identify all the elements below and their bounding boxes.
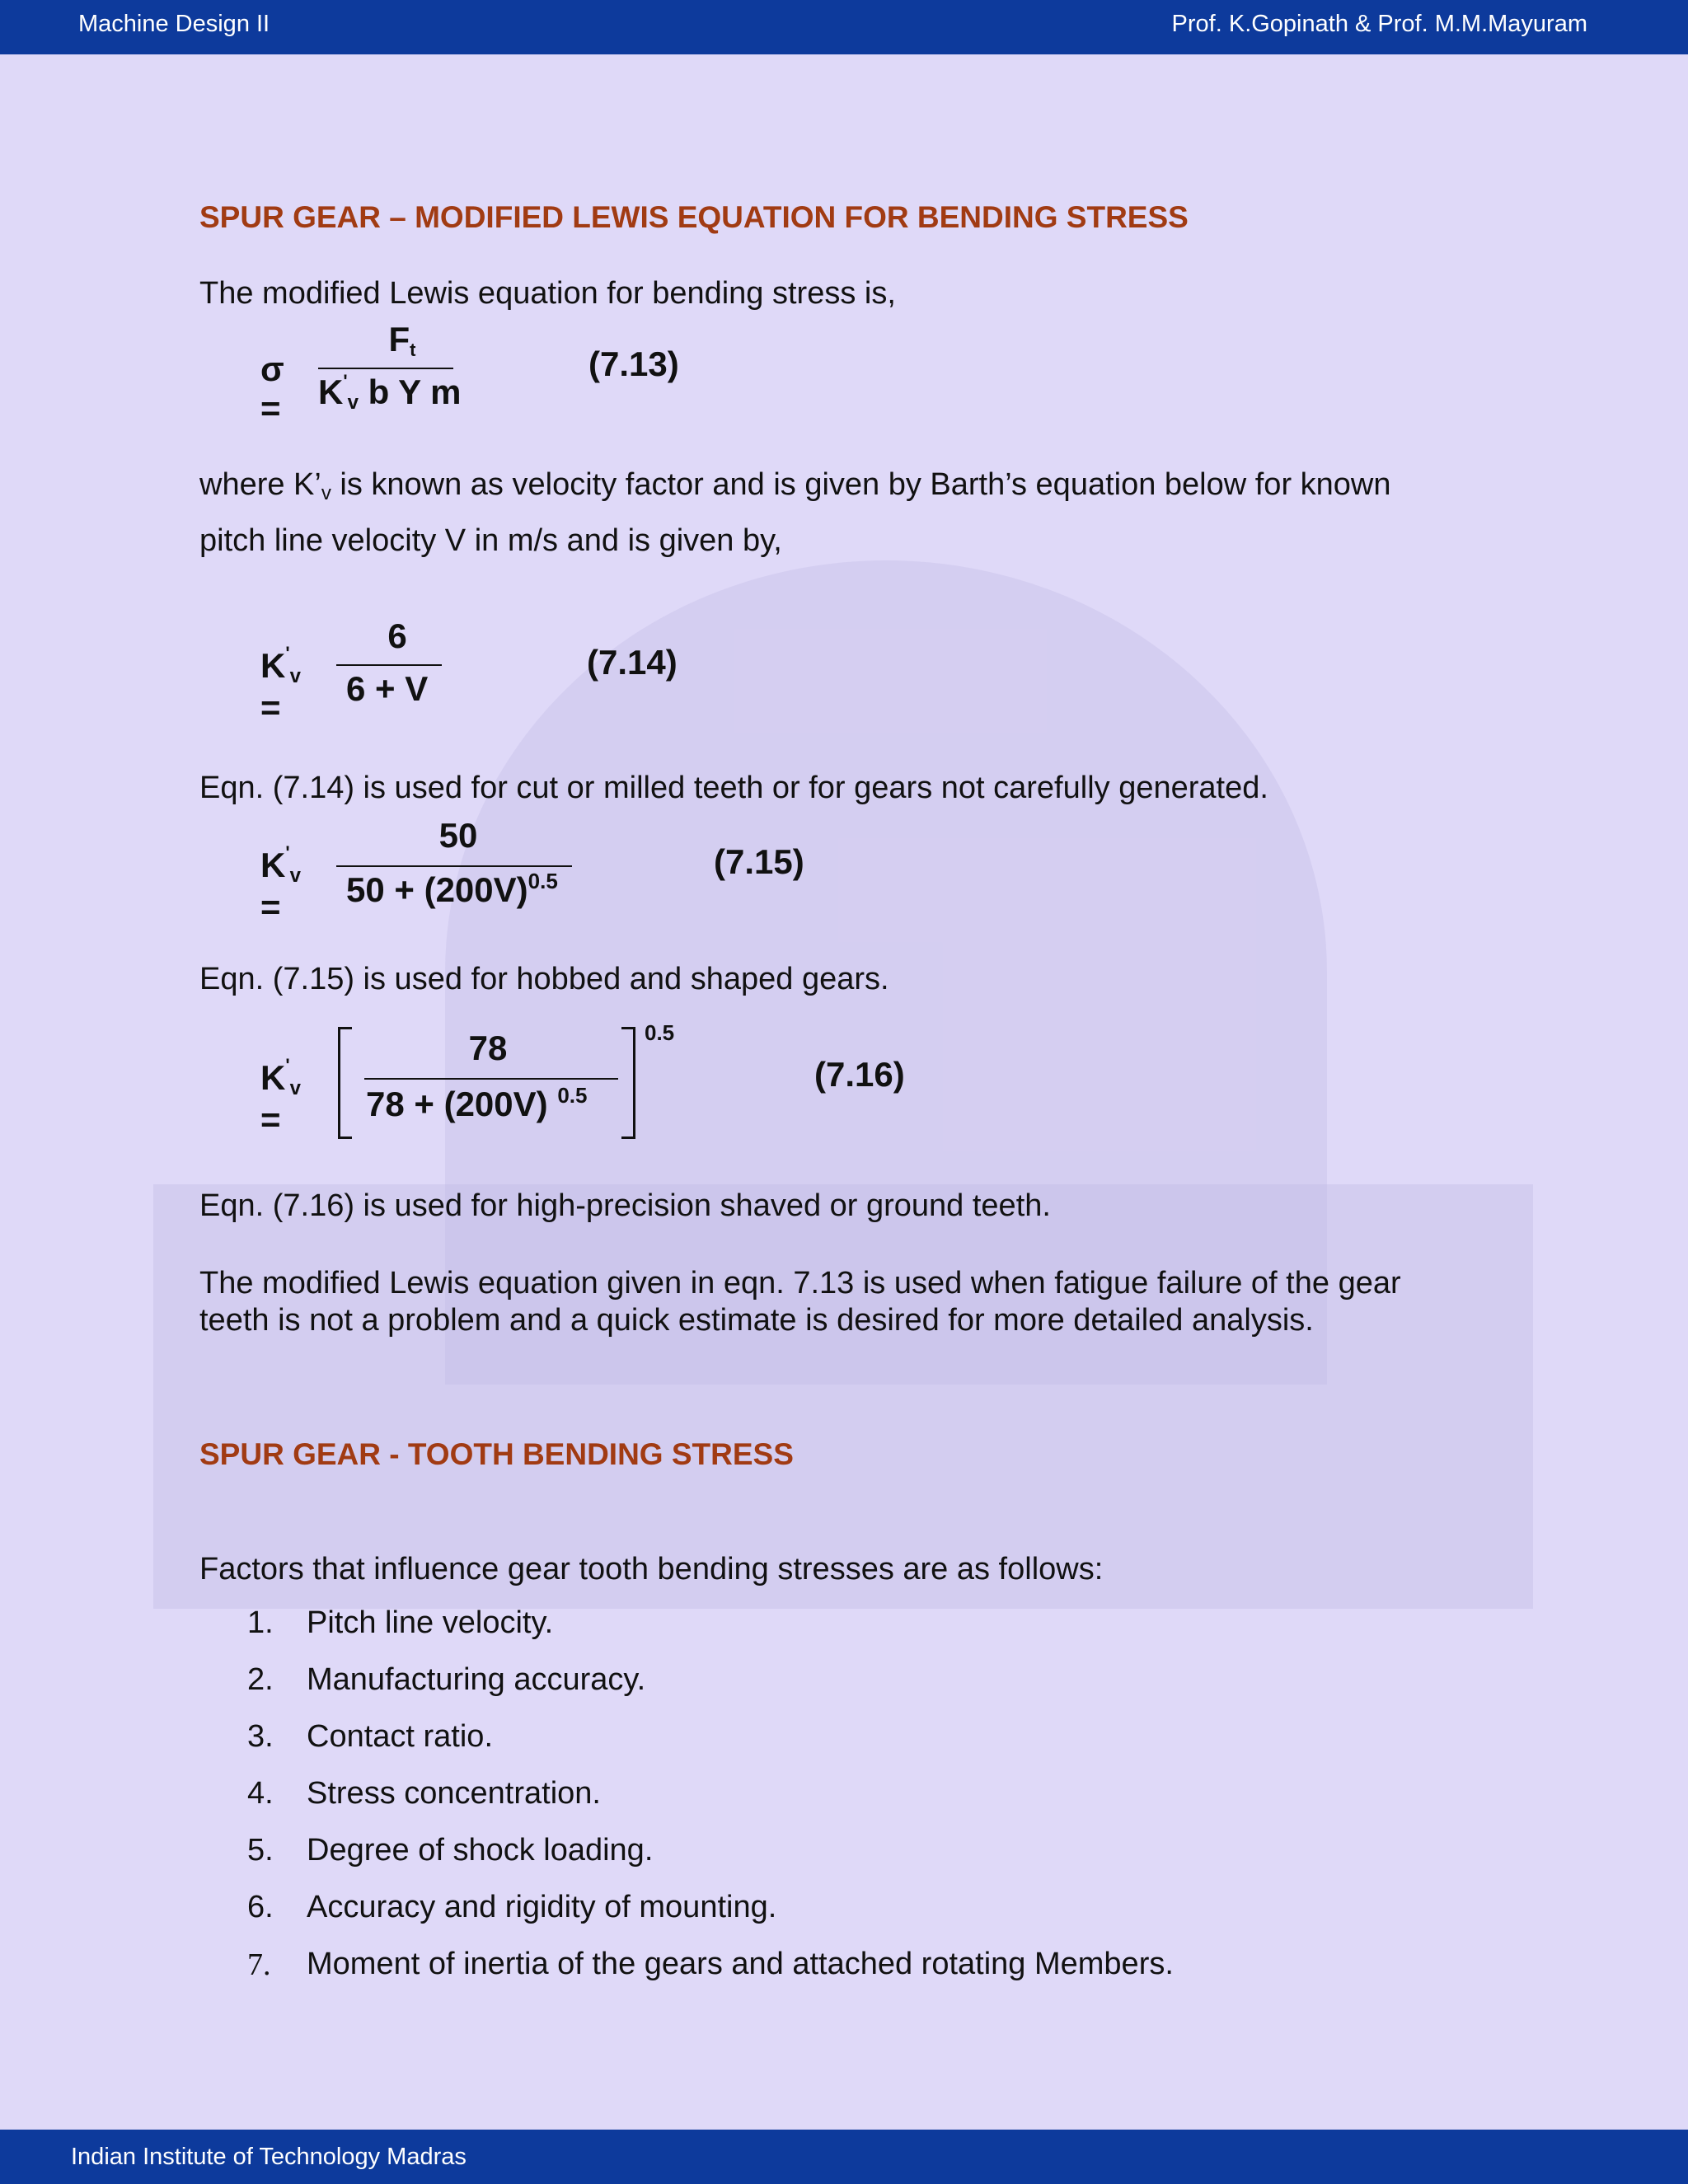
equation-number: (7.15): [714, 842, 804, 881]
eq-denominator: 6 + V: [346, 669, 429, 708]
where-line-2: pitch line velocity V in m/s and is given by,: [199, 523, 782, 558]
where-line-1: where $K’_v$ is known as velocity factor and is given by Barth’s equation below for known: [199, 467, 1391, 504]
note-7-15: Eqn. (7.15) is used for hobbed and shaped gears.: [199, 962, 889, 996]
section-heading-modified-lewis: SPUR GEAR – MODIFIED LEWIS EQUATION FOR BENDING STRESS: [199, 200, 1189, 234]
fraction-bar: [336, 865, 572, 867]
eq-numerator: 6: [387, 616, 407, 655]
fraction-bar: [336, 664, 442, 666]
right-bracket: [621, 1027, 635, 1139]
eq-numerator: 50: [438, 816, 478, 855]
eq-denominator: $K'_v$ b Y m: [318, 371, 462, 414]
fraction-bar: [364, 1078, 618, 1080]
eq-numerator: 78: [468, 1029, 508, 1067]
summary-line-1: The modified Lewis equation given in eqn. 7.13 is used when fatigue failure of the gear: [199, 1266, 1401, 1301]
fraction-bar: [318, 368, 453, 369]
authors: Prof. K.Gopinath & Prof. M.M.Mayuram: [1171, 11, 1587, 37]
intro-text: The modified Lewis equation for bending stress is,: [199, 276, 896, 311]
eq-numerator: $F_t$: [388, 320, 416, 360]
eq-lhs: $K'_v$ =: [260, 1055, 301, 1139]
eq-denominator: 78 + (200V) $^{0.5}$: [366, 1083, 588, 1123]
section-heading-tooth-bending: SPUR GEAR - TOOTH BENDING STRESS: [199, 1437, 794, 1471]
eq-lhs: σ =: [260, 349, 284, 428]
summary-line-2: teeth is not a problem and a quick estimate is desired for more detailed analysis.: [199, 1303, 1314, 1338]
left-bracket: [338, 1027, 352, 1139]
note-7-16: Eqn. (7.16) is used for high-precision shaved or ground teeth.: [199, 1188, 1051, 1223]
equation-number: (7.16): [814, 1055, 905, 1094]
institute-name: Indian Institute of Technology Madras: [71, 2144, 467, 2170]
page-header: [0, 0, 1688, 54]
eq-lhs: $K'_v$ =: [260, 643, 301, 727]
factors-intro: Factors that influence gear tooth bending stresses are as follows:: [199, 1552, 1104, 1586]
eq-lhs: $K'_v$ =: [260, 842, 301, 926]
equation-number: (7.14): [587, 643, 678, 682]
course-title: Machine Design II: [78, 11, 270, 37]
note-7-14: Eqn. (7.14) is used for cut or milled teeth or for gears not carefully generated.: [199, 771, 1268, 805]
outer-exponent: 0.5: [645, 1020, 675, 1045]
equation-number: (7.13): [588, 344, 679, 383]
page-footer: [0, 2130, 1688, 2184]
background-watermark-band: [153, 1184, 1533, 1609]
eq-denominator: $50 + (200V)^{0.5}$: [346, 869, 558, 909]
